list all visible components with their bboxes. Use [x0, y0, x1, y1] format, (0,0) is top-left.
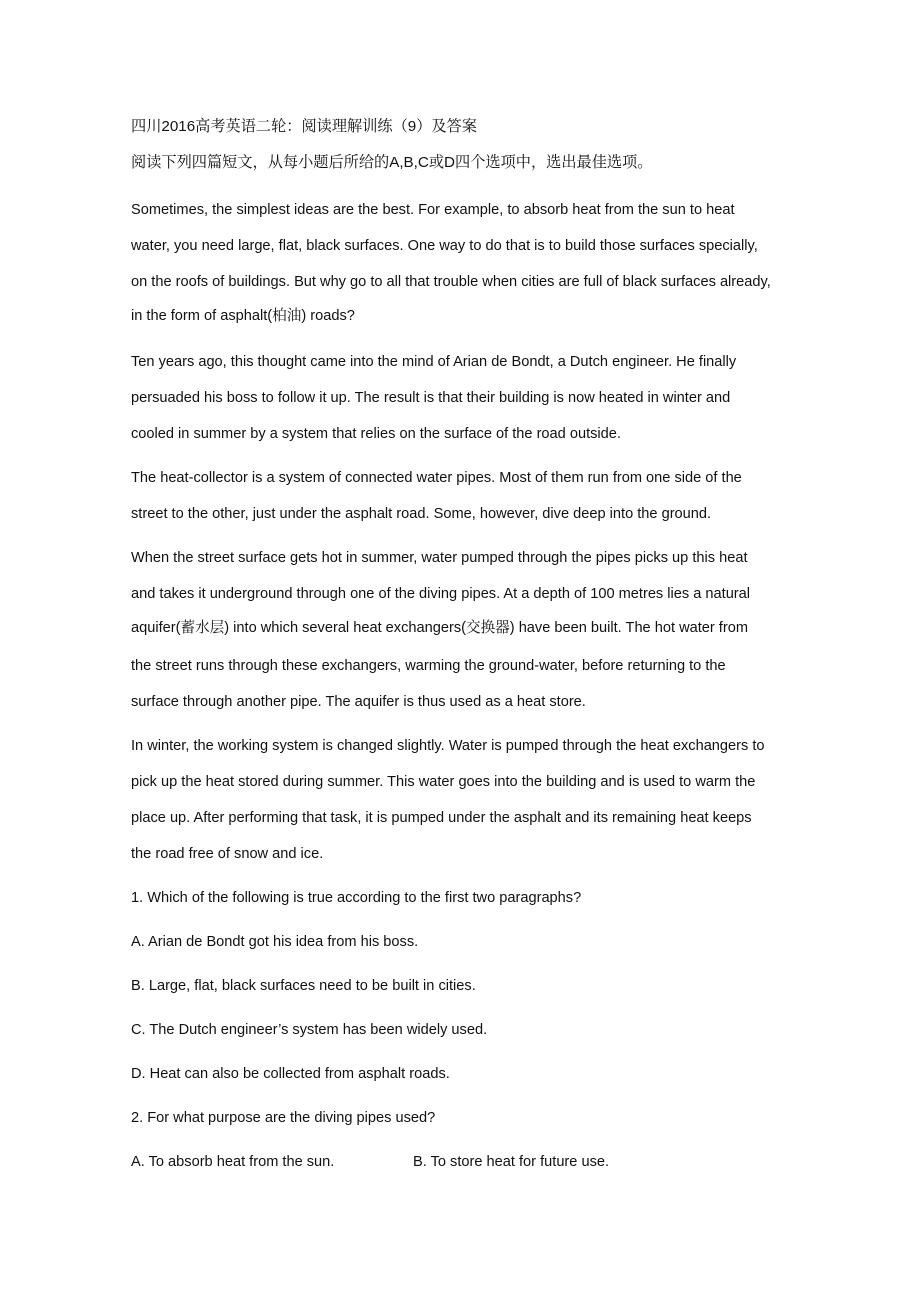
- paragraph-line: cooled in summer by a system that relies on the surface of the road outside.: [131, 426, 621, 442]
- question-stem: 1. Which of the following is true according to the first two paragraphs?: [131, 890, 582, 906]
- paragraph-line: street to the other, just under the asphalt road. Some, however, dive deep into the ground.: [131, 506, 712, 522]
- paragraph-line: place up. After performing that task, it is pumped under the asphalt and its remaining heat keeps: [131, 810, 752, 826]
- paragraph-line: aquifer(蓄水层) into which several heat exchangers(交换器) have been built. The hot water from: [131, 620, 748, 636]
- document-title: 四川2016高考英语二轮：阅读理解训练（9）及答案: [131, 118, 477, 135]
- paragraph-line: surface through another pipe. The aquifer is thus used as a heat store.: [131, 694, 586, 710]
- paragraph-line: Ten years ago, this thought came into the mind of Arian de Bondt, a Dutch engineer. He finally: [131, 354, 737, 370]
- paragraph-line: the street runs through these exchangers, warming the ground-water, before returning to the: [131, 658, 726, 674]
- option-b: B. Large, flat, black surfaces need to be built in cities.: [131, 978, 476, 994]
- paragraph-line: pick up the heat stored during summer. This water goes into the building and is used to warm the: [131, 774, 756, 790]
- paragraph-line: The heat-collector is a system of connected water pipes. Most of them run from one side of the: [131, 470, 742, 486]
- option-a: A. To absorb heat from the sun.: [131, 1154, 335, 1170]
- paragraph-line: In winter, the working system is changed slightly. Water is pumped through the heat exchangers to: [131, 738, 765, 754]
- paragraph-line: water, you need large, flat, black surfaces. One way to do that is to build those surfaces specially,: [131, 238, 758, 254]
- paragraph-line: the road free of snow and ice.: [131, 846, 324, 862]
- paragraph-line: persuaded his boss to follow it up. The result is that their building is now heated in winter and: [131, 390, 731, 406]
- paragraph-line: When the street surface gets hot in summer, water pumped through the pipes picks up this heat: [131, 550, 748, 566]
- paragraph-line: on the roofs of buildings. But why go to all that trouble when cities are full of black surfaces already,: [131, 274, 771, 290]
- instructions: 阅读下列四篇短文，从每小题后所给的A,B,C或D四个选项中，选出最佳选项。: [131, 154, 653, 171]
- option-d: D. Heat can also be collected from asphalt roads.: [131, 1066, 450, 1082]
- paragraph-line: in the form of asphalt(柏油) roads?: [131, 308, 355, 324]
- question-stem: 2. For what purpose are the diving pipes used?: [131, 1110, 436, 1126]
- option-c: C. The Dutch engineer’s system has been widely used.: [131, 1022, 488, 1038]
- paragraph-line: Sometimes, the simplest ideas are the best. For example, to absorb heat from the sun to heat: [131, 202, 735, 218]
- option-a: A. Arian de Bondt got his idea from his boss.: [131, 934, 419, 950]
- option-b: B. To store heat for future use.: [413, 1154, 610, 1170]
- paragraph-line: and takes it underground through one of the diving pipes. At a depth of 100 metres lies a natural: [131, 586, 751, 602]
